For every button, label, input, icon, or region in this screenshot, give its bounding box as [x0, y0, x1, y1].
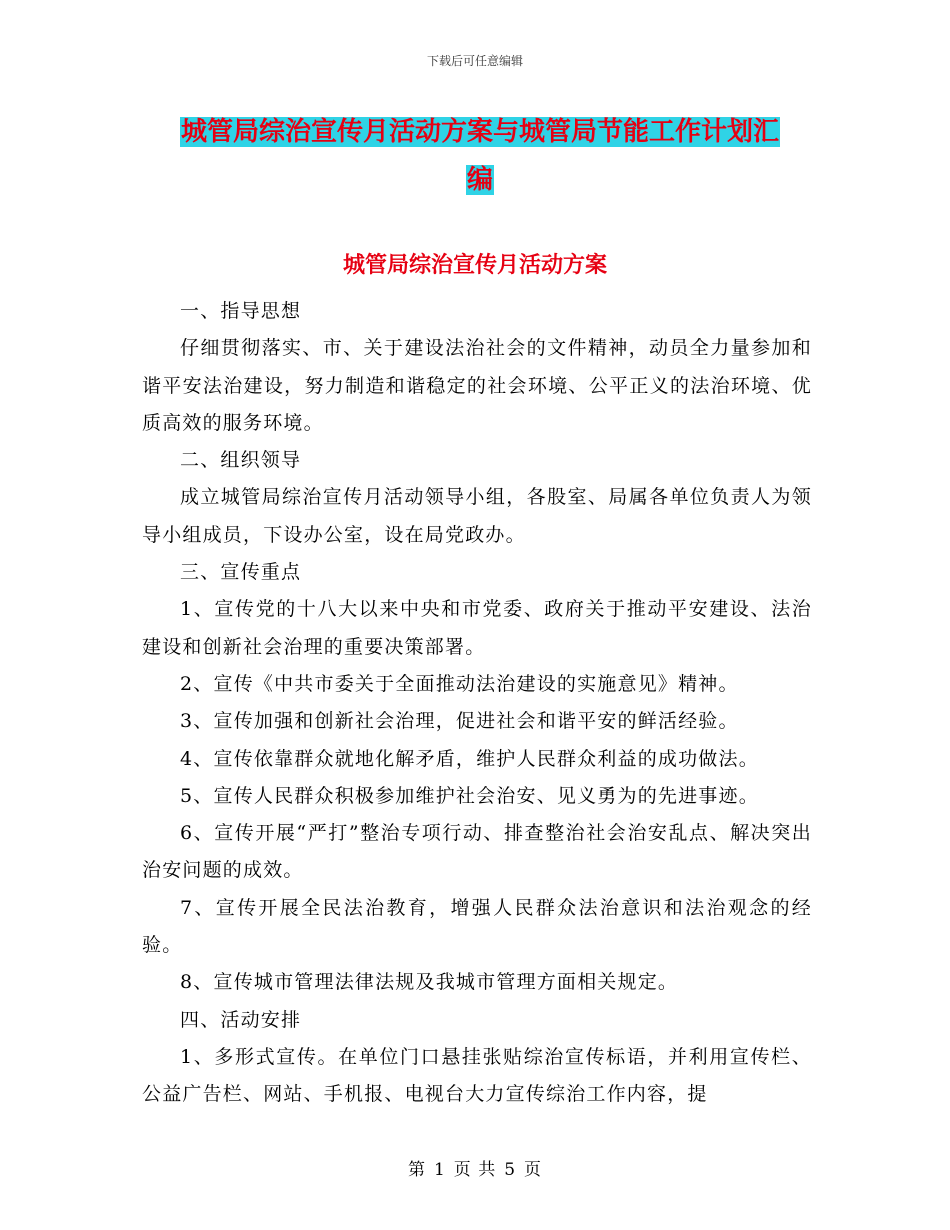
list-item: 7、宣传开展全民法治教育，增强人民群众法治意识和法治观念的经验。 — [142, 896, 812, 957]
heading-publicity-focus: 三、宣传重点 — [180, 561, 302, 584]
list-item: 4、宣传依靠群众就地化解矛盾，维护人民群众利益的成功做法。 — [180, 747, 759, 770]
list-item: 6、宣传开展“严打”整治专项行动、排查整治社会治安乱点、解决突出治安问题的成效。 — [142, 822, 812, 882]
list-item: 2、宣传《中共市委关于全面推动法治建设的实施意见》精神。 — [180, 672, 739, 695]
main-title-line1: 城管局综治宣传月活动方案与城管局节能工作计划汇 — [180, 117, 779, 147]
paragraph: 仔细贯彻落实、市、关于建设法治社会的文件精神，动员全力量参加和谐平安法治建设，努力制造和谐稳定的社会环境、公平正义的法治环境、优质高效的服务环境。 — [142, 337, 812, 434]
main-title — [140, 108, 820, 204]
paragraph: 成立城管局综治宣传月活动领导小组，各股室、局属各单位负责人为领导小组成员，下设办公室，设在局党政办。 — [142, 486, 812, 546]
section-title: 城管局综治宣传月活动方案 — [342, 252, 607, 278]
footer-middle: 页 共 — [453, 1160, 497, 1180]
main-title-line2: 编 — [466, 165, 493, 195]
page-footer — [0, 1155, 950, 1180]
footer-page-number: 1 — [433, 1160, 446, 1180]
list-item: 5、宣传人民群众积极参加维护社会治安、见义勇为的先进事迹。 — [180, 784, 759, 807]
footer-suffix: 页 — [524, 1160, 543, 1180]
list-item: 3、宣传加强和创新社会治理，促进社会和谐平安的鲜活经验。 — [180, 710, 739, 733]
list-item: 1、宣传党的十八大以来中央和市党委、政府关于推动平安建设、法治建设和创新社会治理的重要决策部署。 — [142, 598, 812, 658]
heading-activity-arrangement: 四、活动安排 — [180, 1008, 302, 1031]
footer-prefix: 第 — [407, 1160, 426, 1180]
heading-organization: 二、组织领导 — [180, 449, 302, 472]
document-body — [142, 293, 812, 1114]
list-item: 1、多形式宣传。在单位门口悬挂张贴综治宣传标语，并利用宣传栏、公益广告栏、网站、手机报、电视台大力宣传综治工作内容，提 — [142, 1045, 812, 1106]
list-item: 8、宣传城市管理法律法规及我城市管理方面相关规定。 — [180, 971, 679, 994]
header-note: 下载后可任意编辑 — [426, 54, 523, 68]
heading-guiding-thought: 一、指导思想 — [180, 300, 302, 322]
footer-total-pages: 5 — [504, 1160, 517, 1180]
